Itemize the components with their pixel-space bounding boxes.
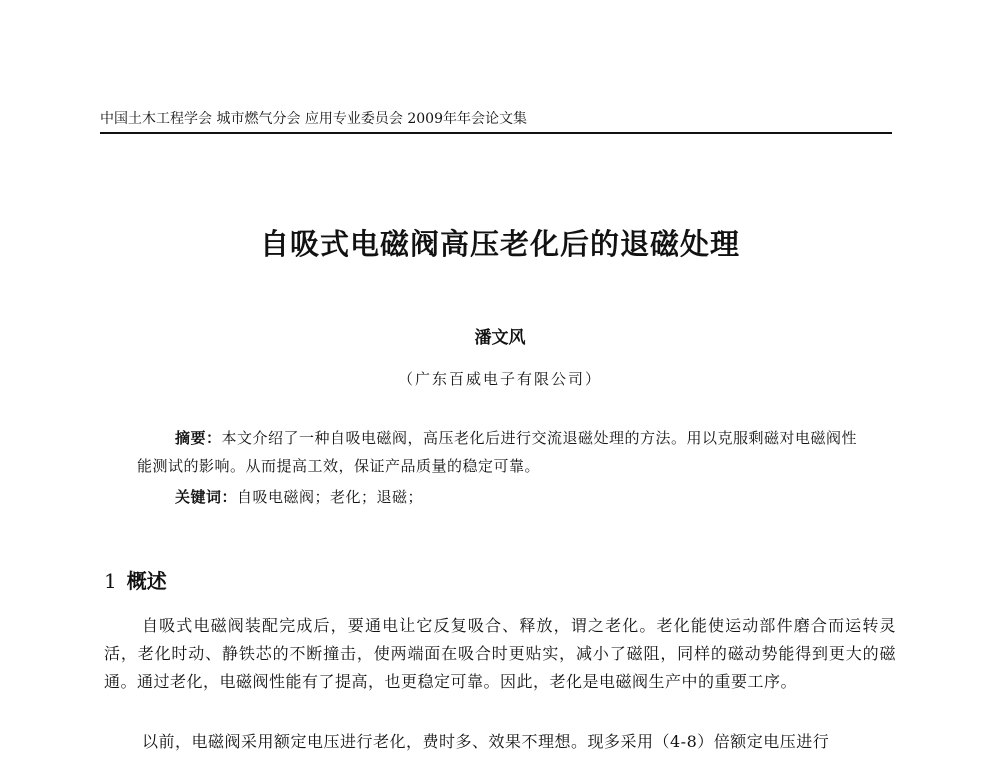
section-heading	[104, 566, 167, 596]
section-title: 概述	[126, 569, 167, 593]
body-paragraph: 自吸式电磁阀装配完成后，要通电让它反复吸合、释放，谓之老化。老化能使运动部件磨合而运转灵活，老化时动、静铁芯的不断撞击，使两端面在吸合时更贴实，减小了磁阻，同样的磁动势能得到更大的磁通。通过老化，电磁阀性能有了提高，也更稳定可靠。因此，老化是电磁阀生产中的重要工序。	[104, 616, 896, 691]
author-affiliation: （广东百威电子有限公司）	[397, 370, 602, 388]
keywords-text: 自吸电磁阀；老化；退磁；	[237, 488, 424, 506]
body-paragraph: 以前，电磁阀采用额定电压进行老化，费时多、效果不理想。现多采用（4-8）倍额定电压进行	[142, 732, 830, 751]
abstract-text: 本文介绍了一种自吸电磁阀，高压老化后进行交流退磁处理的方法。用以克服剩磁对电磁阀性能测试的影响。从而提高工效，保证产品质量的稳定可靠。	[137, 429, 858, 475]
author-name: 潘文风	[474, 328, 526, 348]
section-number: 1	[104, 569, 117, 593]
abstract-block	[137, 424, 867, 480]
abstract-label: 摘要：	[175, 429, 222, 447]
paper-title: 自吸式电磁阀高压老化后的退磁处理	[259, 227, 740, 261]
keywords-label: 关键词：	[175, 488, 238, 506]
keywords-block	[175, 483, 423, 511]
running-header-text: 中国土木工程学会 城市燃气分会 应用专业委员会 2009年年会论文集	[100, 111, 527, 127]
running-header	[100, 109, 892, 134]
